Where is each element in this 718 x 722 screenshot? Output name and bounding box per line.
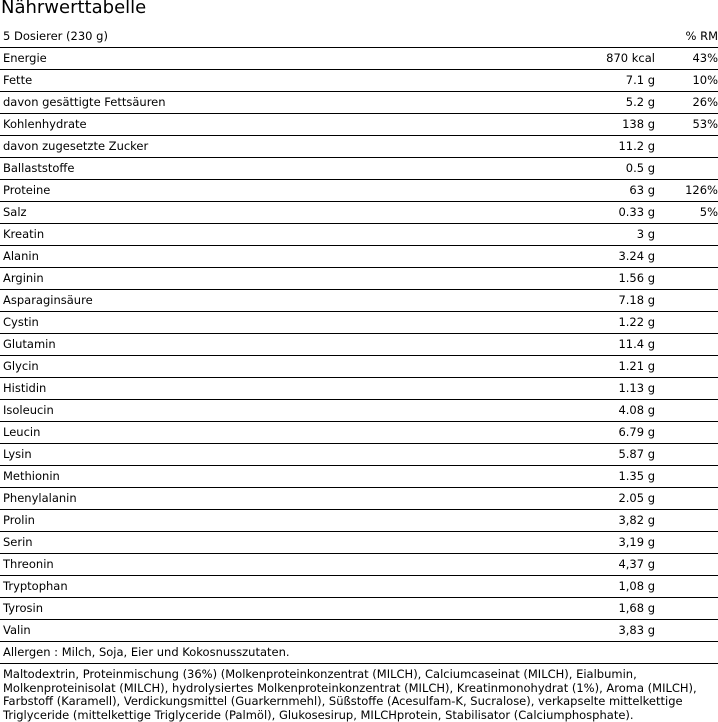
table-row: [0, 488, 718, 510]
nutrient-amount: 11.4 g: [618, 334, 655, 355]
nutrient-amount: 1.56 g: [618, 268, 655, 289]
nutrient-name: Salz: [3, 202, 27, 223]
nutrient-amount: 2.05 g: [618, 488, 655, 509]
nutrient-name: davon zugesetzte Zucker: [3, 136, 148, 157]
table-row: [0, 620, 718, 642]
nutrient-name: Asparaginsäure: [3, 290, 93, 311]
table-row: [0, 444, 718, 466]
nutrient-name: Fette: [3, 70, 32, 91]
table-row: [0, 400, 718, 422]
table-row: [0, 268, 718, 290]
nutrient-name: Alanin: [3, 246, 39, 267]
nutrient-name: Prolin: [3, 510, 35, 531]
nutrient-amount: 3 g: [637, 224, 655, 245]
nutrient-name: Phenylalanin: [3, 488, 77, 509]
nutrient-amount: 0.5 g: [626, 158, 655, 179]
nutrient-name: Methionin: [3, 466, 60, 487]
table-row: [0, 158, 718, 180]
portion-label: 5 Dosierer (230 g): [3, 26, 108, 47]
table-row: [0, 510, 718, 532]
nutrient-name: Energie: [3, 48, 47, 69]
nutrition-table: [0, 26, 718, 664]
table-row: [0, 290, 718, 312]
nutrient-amount: 4,37 g: [618, 554, 655, 575]
table-row: [0, 532, 718, 554]
table-row: [0, 576, 718, 598]
nutrient-amount: 3.24 g: [618, 246, 655, 267]
table-row: [0, 598, 718, 620]
nutrient-amount: 3,82 g: [618, 510, 655, 531]
nutrient-name: Glutamin: [3, 334, 56, 355]
nutrient-amount: 11.2 g: [618, 136, 655, 157]
nutrient-amount: 7.18 g: [618, 290, 655, 311]
nutrient-name: Leucin: [3, 422, 40, 443]
table-row: [0, 312, 718, 334]
allergens-row: [0, 642, 718, 664]
nutrient-amount: 4.08 g: [618, 400, 655, 421]
table-row: [0, 246, 718, 268]
allergens-text: Allergen : Milch, Soja, Eier und Kokosnusszutaten.: [3, 642, 290, 663]
table-row: [0, 356, 718, 378]
nutrient-name: Histidin: [3, 378, 46, 399]
nutrient-amount: 5.2 g: [626, 92, 655, 113]
nutrient-name: davon gesättigte Fettsäuren: [3, 92, 166, 113]
nutrient-name: Tryptophan: [3, 576, 68, 597]
nutrient-name: Serin: [3, 532, 33, 553]
nutrient-name: Isoleucin: [3, 400, 54, 421]
table-row: [0, 114, 718, 136]
nutrient-rows: [0, 48, 718, 642]
table-row: [0, 180, 718, 202]
table-row: [0, 92, 718, 114]
table-row: [0, 70, 718, 92]
table-row: [0, 422, 718, 444]
nutrient-amount: 1.21 g: [618, 356, 655, 377]
nutrient-amount: 138 g: [622, 114, 655, 135]
nutrient-name: Cystin: [3, 312, 39, 333]
nutrient-pct: 53%: [692, 114, 718, 135]
nutrient-pct: 43%: [692, 48, 718, 69]
nutrient-name: Proteine: [3, 180, 50, 201]
table-row: [0, 48, 718, 70]
nutrient-amount: 1.22 g: [618, 312, 655, 333]
table-row: [0, 554, 718, 576]
table-row: [0, 202, 718, 224]
nutrient-amount: 0.33 g: [618, 202, 655, 223]
table-row: [0, 466, 718, 488]
table-row: [0, 136, 718, 158]
nutrient-amount: 6.79 g: [618, 422, 655, 443]
nutrient-name: Lysin: [3, 444, 32, 465]
nutrient-pct: 10%: [692, 70, 718, 91]
table-header-row: [0, 26, 718, 48]
nutrient-amount: 1.35 g: [618, 466, 655, 487]
nutrient-amount: 3,83 g: [618, 620, 655, 641]
pct-rm-label: % RM: [686, 26, 718, 47]
nutrient-amount: 63 g: [629, 180, 655, 201]
nutrient-name: Valin: [3, 620, 31, 641]
nutrient-amount: 1,08 g: [618, 576, 655, 597]
nutrient-name: Kreatin: [3, 224, 44, 245]
nutrient-name: Kohlenhydrate: [3, 114, 87, 135]
nutrient-pct: 126%: [685, 180, 718, 201]
nutrient-amount: 1.13 g: [618, 378, 655, 399]
nutrient-amount: 1,68 g: [618, 598, 655, 619]
nutrient-name: Ballaststoffe: [3, 158, 74, 179]
nutrient-name: Threonin: [3, 554, 54, 575]
ingredients-text: Maltodextrin, Proteinmischung (36%) (Molkenproteinkonzentrat (MILCH), Calciumcaseinat (MILCH), Eialbumin, Molkenproteinisolat (MILCH), hydrolysiertes Molkenproteinkonzentrat (MILCH), Kreatinmonohydrat (1%), Aroma (MILCH), Farbstoff (Karamell), Verdickungsmittel (Guarkernmehl), Süßstoffe (Acesulfam-K, Sucralose), verkapselte mittelkettige Triglyceride (mittelkettige Triglyceride (Palmöl), Glukosesirup, MILCHprotein, Stabilisator (Calciumphosphate).: [3, 668, 715, 722]
nutrient-name: Glycin: [3, 356, 39, 377]
nutrient-pct: 5%: [700, 202, 718, 223]
nutrient-amount: 5.87 g: [618, 444, 655, 465]
page-title: Nährwerttabelle: [1, 0, 146, 19]
nutrient-pct: 26%: [692, 92, 718, 113]
nutrient-amount: 870 kcal: [606, 48, 655, 69]
nutrient-name: Tyrosin: [3, 598, 43, 619]
table-row: [0, 224, 718, 246]
nutrient-amount: 7.1 g: [626, 70, 655, 91]
nutrient-name: Arginin: [3, 268, 44, 289]
table-row: [0, 378, 718, 400]
table-row: [0, 334, 718, 356]
nutrient-amount: 3,19 g: [618, 532, 655, 553]
